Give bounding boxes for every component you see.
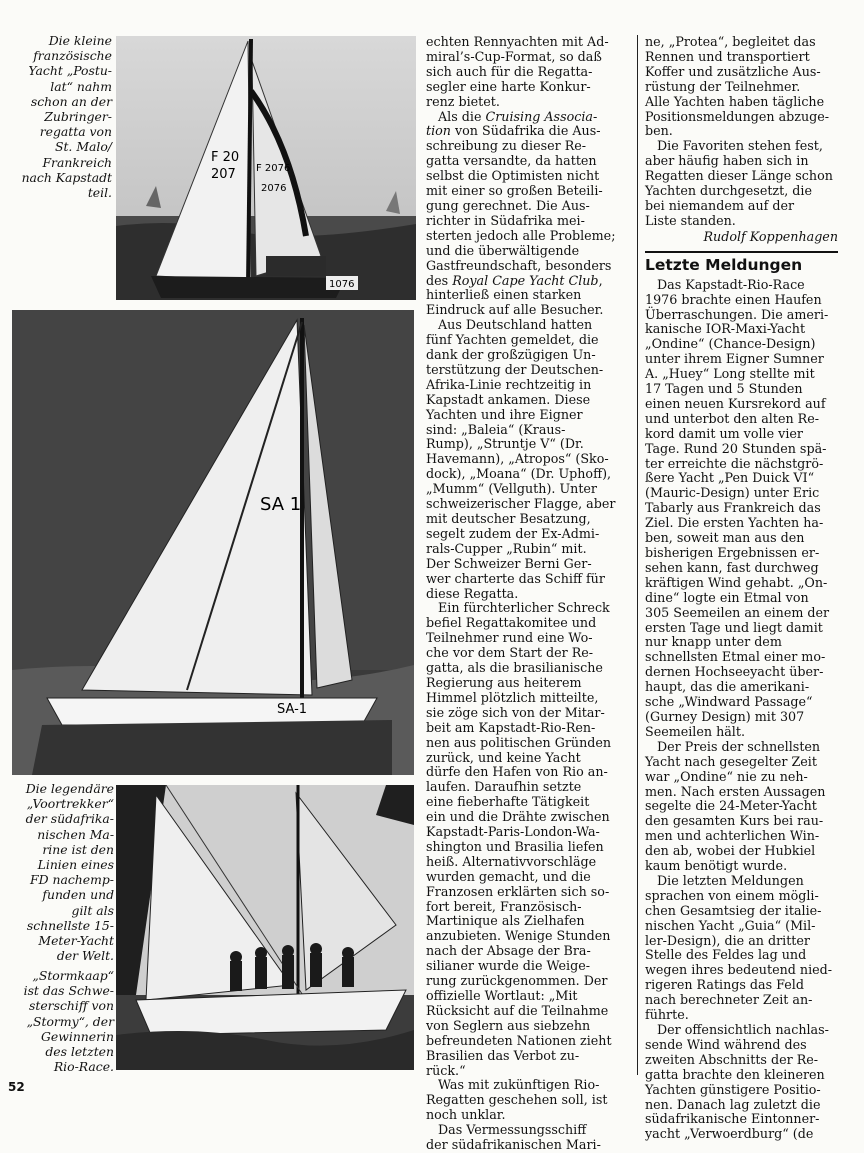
sail-number-main: 207 <box>211 167 236 182</box>
sail-number-jib: 2076 <box>261 183 287 194</box>
paragraph: Ein fürchterlicher Schreck befiel Regattakomitee und Teilnehmer rund eine Wo- che vor dem Start der Re- gatta, als die brasilianische Regierung aus heiterem Himmel plötzlich mitteilte, sie zöge sich von der Mitar- beit am Kapstadt-Rio-Ren- nen aus politischen Gründen zurück, und keine Yacht dürfe den Hafen von Rio an- laufen. Daraufhin setzte eine fieberhafte Tätigkeit ein und die Drähte zwischen Kapstadt-Paris-London-Wa- shington und Brasilia liefen heiß. Alternativvorschläge wurden gemacht, und die Franzosen erklärten sich so- fort bereit, Französisch- Martinique als Zielhafen anzubieten. Wenige Stunden nach der Absage der Bra- silianer wurde die Weige- rung zurückgenommen. Der offizielle Wortlaut: „Mit Rücksicht auf die Teilnahme von Seglern aus siebzehn befreundeten Nationen zieht Brasilien das Verbot zu- rück.“ <box>426 600 612 1078</box>
page-number: 52 <box>8 1080 25 1094</box>
photo-stormkaap <box>116 785 414 1070</box>
hull-number: 1076 <box>329 279 355 290</box>
article-column-1 <box>426 35 632 1153</box>
paragraph: Der offensichtlich nachlas- sende Wind während des zweiten Abschnitts der Re- gatta brachte den kleineren Yachten günstigere Positio- nen. Danach lag zuletzt die südafrikanische Eintonner- yacht „Verwoerdburg“ (de <box>645 1022 829 1142</box>
sail-number-main: SA 1 <box>260 494 302 515</box>
column-divider <box>637 35 638 1075</box>
paragraph: Aus Deutschland hatten fünf Yachten gemeldet, die dank der großzügigen Un- terstützung der Deutschen- Afrika-Linie rechtzeitig in Kapstadt ankamen. Diese Yachten und ihre Eigner sind: „Baleia“ (Kraus- Rump), „Struntje V“ (Dr. Havemann), „Atropos“ (Sko- dock), „Moana“ (Dr. Uphoff), „Mumm“ (Vellguth). Unter schweizerischer Flagge, aber mit deutscher Besatzung, segelt zudem der Ex-Admi- rals-Cupper „Rubin“ mit. Der Schweizer Berni Ger- wer charterte das Schiff für diese Regatta. <box>426 317 616 601</box>
sail-number-jib-top: F 2076 <box>256 163 291 174</box>
caption-photo2: Die legendäre „Voortrekker“ der südafrika- nischen Ma- rine ist den Linien eines FD nachemp- funden und gilt als schnellste 15- Meter-Yacht der Welt. <box>25 781 114 964</box>
paragraph: echten Rennyachten mit Ad- miral’s-Cup-Format, so daß sich auch für die Regatta- segler eine harte Konkur- renz bietet. <box>426 34 609 109</box>
paragraph: Das Vermessungsschiff der südafrikanischen Mari- <box>426 1122 601 1153</box>
article-column-2 <box>645 35 838 1142</box>
paragraph: Die Favoriten stehen fest, aber häufig haben sich in Regatten dieser Länge schon Yachten durchgesetzt, die bei niemandem auf der Liste standen. <box>645 138 833 228</box>
hull-number: SA-1 <box>277 702 308 717</box>
photo-postulat <box>116 36 416 300</box>
author-byline: Rudolf Koppenhagen <box>703 228 838 244</box>
paragraph: Der Preis der schnellsten Yacht nach gesegelter Zeit war „Ondine“ nie zu neh- men. Nach ersten Aussagen segelte die 24-Meter-Yacht den gesamten Kurs bei rau- men und achterlichen Win- den ab, wobei der Hubkiel kaum benötigt wurde. <box>645 738 826 874</box>
paragraph: Das Kapstadt-Rio-Race 1976 brachte einen Haufen Überraschungen. Die ameri- kanische IOR-Maxi-Yacht „Ondine“ (Chance-Design) unter ihrem Eigner Sumner A. „Huey“ Long stellte mit 17 Tagen und 5 Stunden einen neuen Kursrekord auf und unterbot den alten Re- kord damit um volle vier Tage. Rund 20 Stunden spä- ter erreichte die nächstgrö- ßere Yacht „Pen Duick VI“ (Mauric-Design) unter Eric Tabarly aus Frankreich das Ziel. Die ersten Yachten ha- ben, soweit man aus den bisherigen Ergebnissen er- sehen kann, fast durchweg kräftigen Wind gehabt. „On- dine“ logte ein Etmal von 305 Seemeilen an einem der ersten Tage und liegt damit nur knapp unter dem schnellsten Etmal einer mo- dernen Hochseeyacht über- haupt, das die amerikani- sche „Windward Passage“ (Gurney Design) mit 307 Seemeilen hält. <box>645 276 830 739</box>
sail-number-main-top: F 20 <box>211 150 240 165</box>
paragraph: Was mit zukünftigen Rio- Regatten geschehen soll, ist noch unklar. <box>426 1077 608 1123</box>
paragraph: Die letzten Meldungen sprachen von einem mögli- chen Gesamtsieg der italie- nischen Yacht „Guia“ (Mil- ler-Design), die an dritter Stelle des Feldes lag und wegen ihres bedeutend nied- rigeren Ratings das Feld nach berechneter Zeit an- führte. <box>645 872 833 1023</box>
caption-photo1: Die kleine französische Yacht „Postu- lat“ nahm schon an der Zubringer- regatta von St. Malo/ Frankreich nach Kapstadt teil. <box>21 33 112 201</box>
section-heading: Letzte Meldungen <box>645 251 838 274</box>
photo-voortrekker <box>12 310 414 775</box>
paragraph: Als die Cruising Associa- tion von Südafrika die Aus- schreibung zu dieser Re- gatta versandte, da hatten selbst die Optimisten nicht mit einer so großen Beteili- gung gerechnet. Die Aus- richter in Südafrika mei- sterten jedoch alle Probleme; und die überwältigende Gastfreundschaft, besonders des Royal Cape Yacht Club, hinterließ einen starken Eindruck auf alle Besucher. <box>426 108 616 318</box>
caption-photo3: „Stormkaap“ ist das Schwe- sterschiff von „Stormy“, der Gewinnerin des letzten Rio-Race. <box>23 968 114 1075</box>
paragraph: ne, „Protea“, begleitet das Rennen und transportiert Koffer und zusätzliche Aus- rüstung der Teilnehmer. Alle Yachten haben tägliche Positionsmeldungen abzuge- ben. <box>645 34 830 139</box>
